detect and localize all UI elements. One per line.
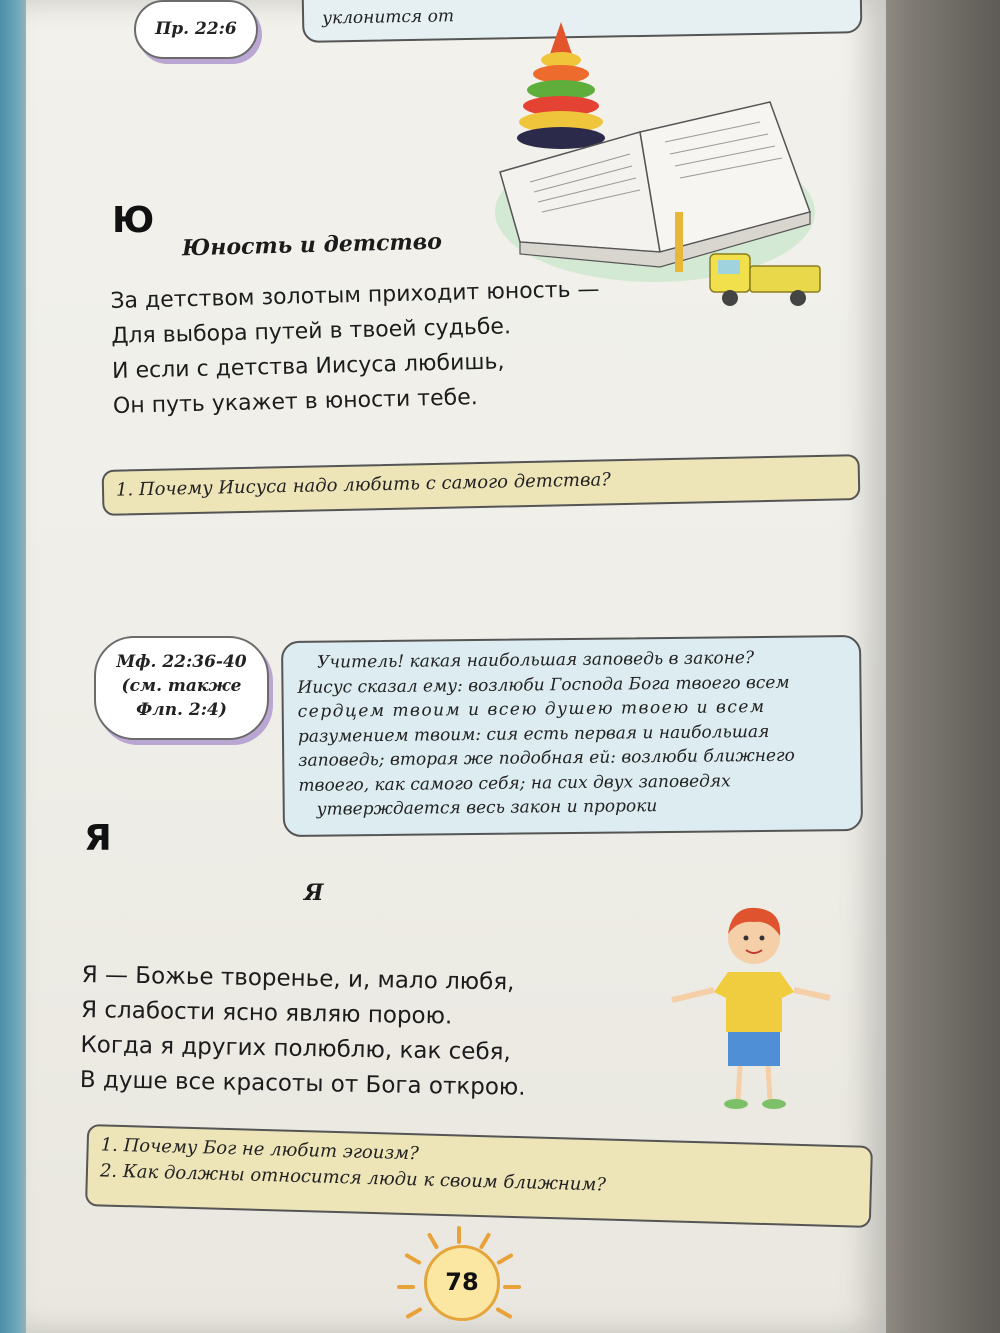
scripture-ref-line: Мф. 22:36-40 <box>116 652 247 672</box>
quote-line: разумением твоим: сия есть первая и наибольшая <box>297 721 770 747</box>
scripture-ref-cloud <box>94 636 269 740</box>
question-box-i <box>85 1124 873 1228</box>
poem-line: Он путь укажет в юности тебе. <box>112 385 478 419</box>
sun-ray <box>404 1253 422 1265</box>
sun-ray <box>397 1285 415 1289</box>
quote-fragment-top: уклонится от <box>321 6 455 29</box>
poem-line: И если с детства Иисуса любишь, <box>111 349 505 384</box>
sun-ray <box>457 1226 461 1244</box>
scripture-ref-line: Флп. 2:4) <box>136 700 227 720</box>
page-number: 78 <box>424 1245 500 1321</box>
sun-ray <box>495 1307 513 1319</box>
poem-title-youth: Юность и детство <box>181 228 443 262</box>
section-letter-ya: Я <box>84 818 112 859</box>
poem-line: Я — Божье творенье, и, мало любя, <box>81 961 515 996</box>
question-text: 2. Как должны относится люди к своим ближним? <box>99 1160 607 1196</box>
question-box-youth <box>102 454 861 516</box>
quote-line: сердцем твоим и всею душею твоею и всем <box>297 696 766 722</box>
poem-line: Когда я других полюблю, как себя, <box>80 1031 512 1066</box>
scripture-ref-cloud-top <box>134 0 258 59</box>
sun-ray <box>503 1285 521 1289</box>
sun-ray <box>427 1232 439 1250</box>
question-text: 1. Почему Иисуса надо любить с самого детства? <box>115 469 612 501</box>
poem-title-i: Я <box>304 880 324 906</box>
poem-line: Я слабости ясно являю порою. <box>80 996 453 1030</box>
sun-ray <box>496 1253 514 1265</box>
poem-line: В душе все красоты от Бога открою. <box>79 1066 526 1101</box>
question-text: 1. Почему Бог не любит эгоизм? <box>100 1134 420 1165</box>
poem-youth <box>110 272 602 424</box>
quote-line: заповедь; вторая же подобная ей: возлюби ближнего <box>298 745 795 771</box>
quote-line: утверждается весь закон и пророки <box>316 796 658 820</box>
poem-line: Для выбора путей в твоей судьбе. <box>110 314 512 349</box>
scripture-ref-line: (см. также <box>121 676 242 696</box>
sun-ray <box>479 1232 491 1250</box>
quote-line: Учитель! какая наибольшая заповедь в законе? <box>317 648 755 673</box>
poem-i <box>80 958 528 1106</box>
toy-truck-icon <box>706 244 826 314</box>
poem-line: За детством золотым приходит юность — <box>110 277 600 314</box>
section-letter-yu: Ю <box>112 200 155 241</box>
sun-ray <box>405 1307 423 1319</box>
book-page <box>26 0 886 1333</box>
boy-drawing-icon <box>666 900 836 1120</box>
quote-line: Иисус сказал ему: возлюби Господа Бога твоего всем <box>297 672 790 698</box>
scripture-ref-top: Пр. 22:6 <box>155 19 237 39</box>
scripture-quote-box <box>281 635 863 837</box>
quote-line: твоего, как самого себя; на сих двух заповедях <box>298 770 731 796</box>
